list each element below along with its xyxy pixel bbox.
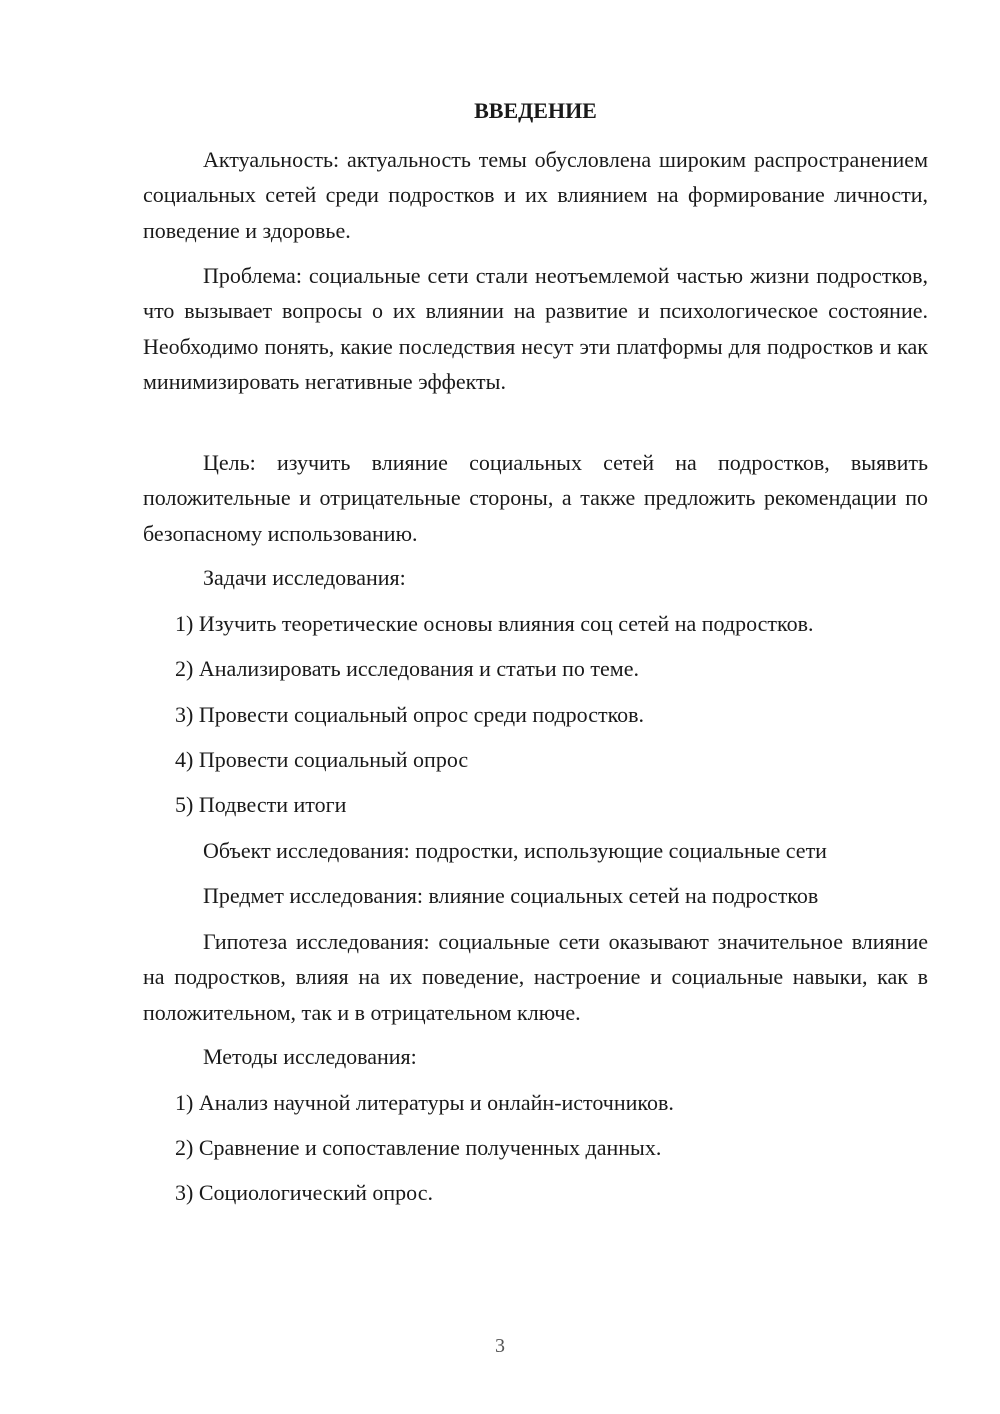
task-item-5: 5) Подвести итоги	[175, 792, 347, 817]
hypothesis-paragraph: Гипотеза исследования: социальные сети оказывают значительное влияние на подростков, влияя на их поведение, настроение и социальные навыки, как в положительном, так и в отрицательном ключе.	[143, 929, 928, 1025]
method-item-1: 1) Анализ научной литературы и онлайн-источников.	[175, 1090, 674, 1115]
page-number: 3	[495, 1335, 505, 1357]
tasks-heading: Задачи исследования:	[203, 565, 406, 590]
method-item-2: 2) Сравнение и сопоставление полученных данных.	[175, 1135, 662, 1160]
task-item-2: 2) Анализировать исследования и статьи по теме.	[175, 656, 639, 681]
methods-heading: Методы исследования:	[203, 1044, 417, 1069]
problem-paragraph: Проблема: социальные сети стали неотъемлемой частью жизни подростков, что вызывает вопросы о их влиянии на развитие и психологическое состояние. Необходимо понять, какие последствия несут эти платформы для подростков и как минимизировать негативные эффекты.	[143, 263, 928, 395]
goal-paragraph: Цель: изучить влияние социальных сетей на подростков, выявить положительные и отрицательные стороны, а также предложить рекомендации по безопасному использованию.	[143, 450, 928, 546]
method-item-3: 3) Социологический опрос.	[175, 1180, 433, 1205]
task-item-1: 1) Изучить теоретические основы влияния соц сетей на подростков.	[175, 611, 814, 636]
page-title: ВВЕДЕНИЕ	[474, 98, 597, 123]
relevance-paragraph: Актуальность: актуальность темы обусловлена широким распространением социальных сетей среди подростков и их влиянием на формирование личности, поведение и здоровье.	[143, 147, 928, 243]
subject-line: Предмет исследования: влияние социальных сетей на подростков	[203, 883, 819, 908]
task-item-4: 4) Провести социальный опрос	[175, 747, 469, 772]
object-line: Объект исследования: подростки, использующие социальные сети	[203, 838, 827, 863]
task-item-3: 3) Провести социальный опрос среди подростков.	[175, 702, 645, 727]
